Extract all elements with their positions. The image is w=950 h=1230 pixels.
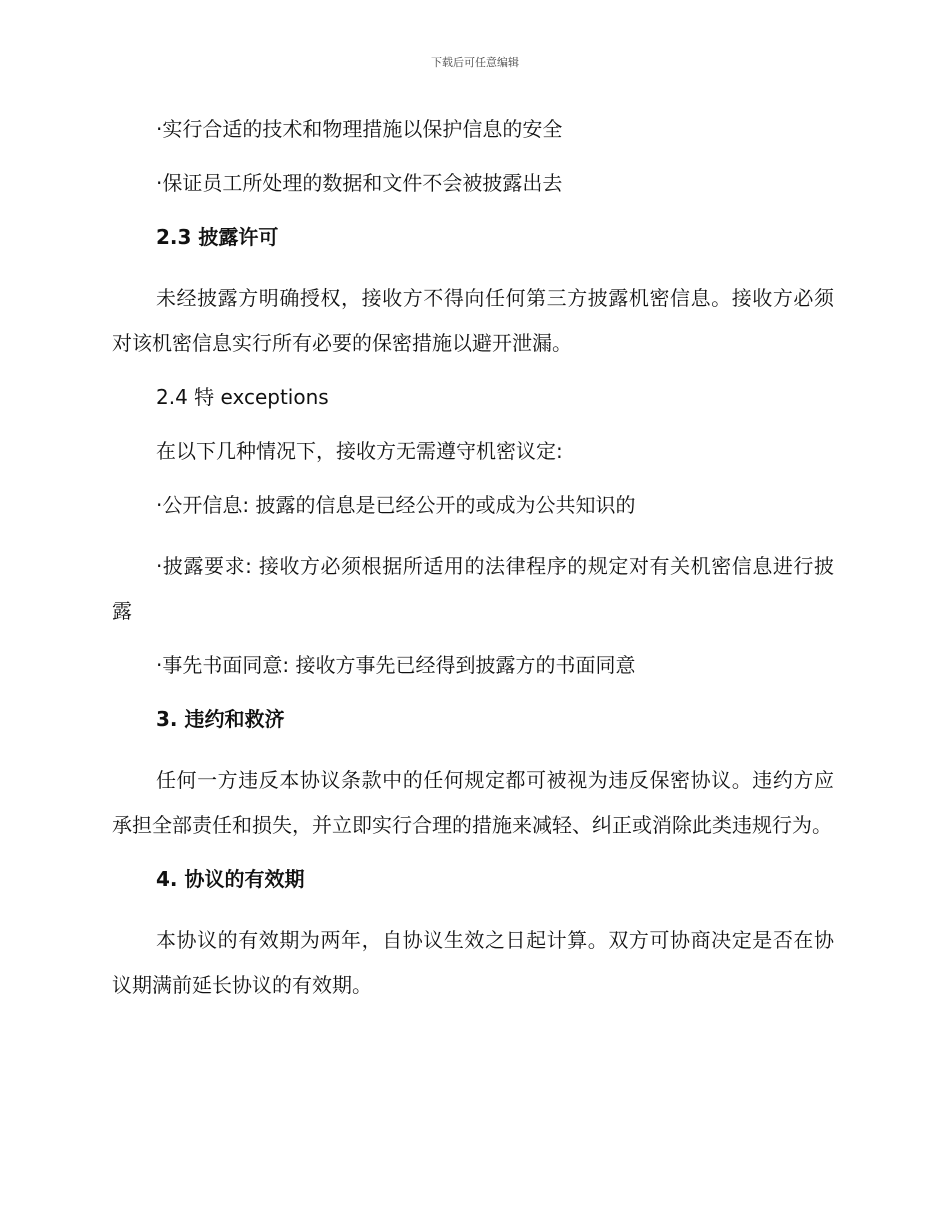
bullet-employee-data: ·保证员工所处理的数据和文件不会被披露出去 [156,171,563,195]
document-body [112,114,834,1008]
paragraph-3: 任何一方违反本协议条款中的任何规定都可被视为违反保密协议。违约方应承担全部责任和损失，并立即实行合理的措施来减轻、纠正或消除此类违规行为。 [112,768,834,837]
section-heading-2-4: 2.4 特 exceptions [156,385,329,409]
paragraph-2-4-intro: 在以下几种情况下，接收方无需遵守机密议定: [156,439,563,463]
bullet-security-measures: ·实行合适的技术和物理措施以保护信息的安全 [156,117,563,141]
section-heading-2-3: 2.3 披露许可 [156,225,279,249]
bullet-prior-written-consent: ·事先书面同意: 接收方事先已经得到披露方的书面同意 [156,653,636,677]
bullet-public-information: ·公开信息: 披露的信息是已经公开的或成为公共知识的 [156,493,636,517]
section-heading-4: 4. 协议的有效期 [156,867,305,891]
section-heading-3: 3. 违约和救济 [156,707,285,731]
paragraph-4: 本协议的有效期为两年，自协议生效之日起计算。双方可协商决定是否在协议期满前延长协议的有效期。 [112,928,834,997]
paragraph-2-3: 未经披露方明确授权，接收方不得向任何第三方披露机密信息。接收方必须对该机密信息实行所有必要的保密措施以避开泄漏。 [112,286,834,355]
header-note: 下载后可任意编辑 [431,56,519,69]
bullet-disclosure-requirement: ·披露要求: 接收方必须根据所适用的法律程序的规定对有关机密信息进行披露 [112,554,834,623]
